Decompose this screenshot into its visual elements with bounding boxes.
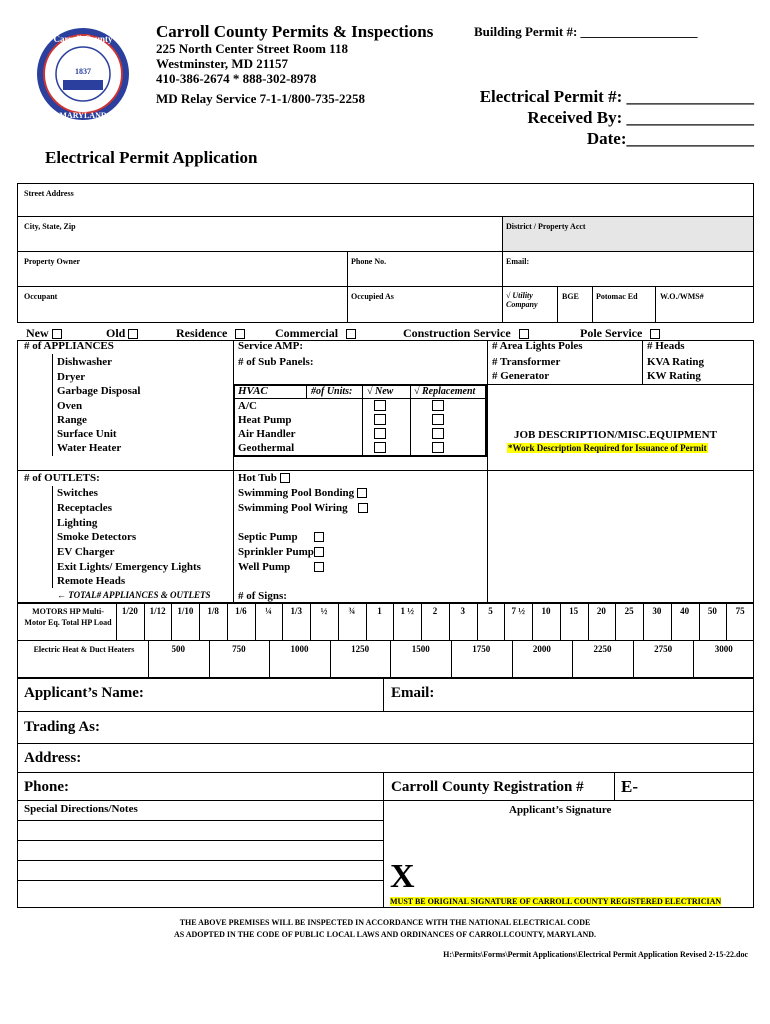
registration-label: Carroll County Registration # bbox=[391, 779, 584, 795]
heads: # Heads bbox=[647, 340, 685, 352]
service-amp: Service AMP: bbox=[238, 340, 304, 352]
area-lights: # Area Lights Poles bbox=[492, 340, 583, 352]
hvac-item: Heat Pump bbox=[238, 414, 292, 426]
street-label: Street Address bbox=[24, 189, 74, 198]
pool-wiring-checkbox[interactable] bbox=[358, 503, 368, 513]
svg-text:MARYLAND: MARYLAND bbox=[59, 111, 107, 120]
hp-value: 1/8 bbox=[207, 606, 219, 616]
pole-checkbox[interactable] bbox=[650, 329, 660, 339]
bge-label: BGE bbox=[562, 292, 579, 301]
new-checkbox-1[interactable] bbox=[374, 400, 386, 411]
footer-line-2: AS ADOPTED IN THE CODE OF PUBLIC LOCAL LAWS AND ORDINANCES OF CARROLLCOUNTY, MARYLAND. bbox=[173, 930, 597, 939]
e-label: E- bbox=[621, 777, 638, 796]
sprinkler-checkbox[interactable] bbox=[314, 547, 324, 557]
well-pump-checkbox[interactable] bbox=[314, 562, 324, 572]
replacement-checkbox-4[interactable] bbox=[432, 442, 444, 453]
commercial-checkbox[interactable] bbox=[346, 329, 356, 339]
misc-item: Swimming Pool Wiring bbox=[238, 502, 348, 514]
type-new: New bbox=[26, 326, 49, 340]
hp-value: 3 bbox=[460, 606, 465, 616]
misc-item: Septic Pump bbox=[238, 531, 298, 543]
hp-value: 1/12 bbox=[149, 606, 166, 616]
hp-value: 1/10 bbox=[177, 606, 194, 616]
applicant-grid bbox=[17, 678, 754, 908]
heat-value: 2000 bbox=[532, 644, 551, 654]
date-line: Date:_______________ bbox=[586, 129, 754, 148]
svg-text:Carroll County: Carroll County bbox=[53, 34, 113, 44]
outlet-item: Receptacles bbox=[57, 502, 112, 514]
hp-value: 40 bbox=[680, 606, 690, 616]
construction-checkbox[interactable] bbox=[519, 329, 529, 339]
heat-value: 3000 bbox=[714, 644, 733, 654]
job-title: JOB DESCRIPTION/MISC.EQUIPMENT bbox=[514, 429, 717, 441]
replacement-checkbox-1[interactable] bbox=[432, 400, 444, 411]
heat-value: 1750 bbox=[472, 644, 491, 654]
type-pole: Pole Service bbox=[580, 326, 643, 340]
owner-label: Property Owner bbox=[24, 257, 81, 266]
hp-value: 25 bbox=[624, 606, 634, 616]
hvac-item: Air Handler bbox=[238, 428, 296, 440]
heat-label: Electric Heat & Duct Heaters bbox=[33, 645, 135, 654]
hp-value: 1/3 bbox=[290, 606, 303, 616]
footer-line-1: THE ABOVE PREMISES WILL BE INSPECTED IN ACCORDANCE WITH THE NATIONAL ELECTRICAL CODE bbox=[179, 918, 591, 927]
outlet-item: Switches bbox=[57, 487, 98, 499]
sub-panels: # of Sub Panels: bbox=[238, 356, 314, 368]
hp-value: 20 bbox=[596, 606, 606, 616]
replacement-label: √ Replacement bbox=[414, 386, 476, 397]
total-label: ← TOTAL# APPLIANCES & OUTLETS bbox=[57, 590, 211, 600]
septic-checkbox[interactable] bbox=[314, 532, 324, 542]
transformer: # Transformer bbox=[492, 356, 561, 368]
heat-value: 1500 bbox=[411, 644, 430, 654]
outlet-item: Remote Heads bbox=[57, 575, 126, 587]
hp-value: 1/6 bbox=[235, 606, 247, 616]
type-construction: Construction Service bbox=[403, 326, 511, 340]
heat-value: 2750 bbox=[654, 644, 673, 654]
old-checkbox[interactable] bbox=[128, 329, 138, 339]
building-permit: Building Permit #: __________________ bbox=[474, 24, 698, 39]
heat-value: 2250 bbox=[593, 644, 612, 654]
form-title: Electrical Permit Application bbox=[45, 148, 258, 167]
city-label: City, State, Zip bbox=[24, 222, 76, 231]
hvac-item: A/C bbox=[238, 400, 257, 412]
signs-label: # of Signs: bbox=[238, 590, 287, 602]
svg-text:1837: 1837 bbox=[75, 67, 91, 76]
new-checkbox-2[interactable] bbox=[374, 414, 386, 425]
applicant-email-label: Email: bbox=[391, 685, 435, 701]
electrical-permit: Electrical Permit #: _______________ bbox=[479, 87, 754, 106]
new-checkbox-4[interactable] bbox=[374, 442, 386, 453]
notes-label: Special Directions/Notes bbox=[24, 803, 138, 815]
outlet-item: Exit Lights/ Emergency Lights bbox=[57, 561, 201, 573]
outlet-item: Lighting bbox=[57, 517, 98, 529]
hp-value: 30 bbox=[652, 606, 662, 616]
address-label: Address: bbox=[24, 750, 82, 766]
occupied-as-label: Occupied As bbox=[351, 292, 394, 301]
address-line-2: Westminster, MD 21157 bbox=[156, 56, 289, 71]
misc-item: Well Pump bbox=[238, 561, 291, 573]
org-name: Carroll County Permits & Inspections bbox=[156, 22, 434, 41]
hp-value: 1/20 bbox=[121, 606, 138, 616]
phone-line: 410-386-2674 * 888-302-8978 bbox=[156, 71, 317, 86]
appliance-item: Dishwasher bbox=[57, 356, 113, 368]
appliance-item: Surface Unit bbox=[57, 428, 117, 440]
appliances-head: # of APPLIANCES bbox=[24, 340, 114, 352]
units-label: #of Units: bbox=[311, 386, 353, 397]
hvac-label: HVAC bbox=[238, 385, 268, 397]
hp-value: 15 bbox=[569, 606, 579, 616]
hp-value: 7 ½ bbox=[511, 606, 525, 616]
must-sign-note: MUST BE ORIGINAL SIGNATURE OF CARROLL COUNTY REGISTERED ELECTRICIAN bbox=[390, 897, 722, 906]
appliance-item: Range bbox=[57, 414, 87, 426]
type-old: Old bbox=[106, 326, 126, 340]
heat-value: 1000 bbox=[290, 644, 309, 654]
new-checkbox-3[interactable] bbox=[374, 428, 386, 439]
district-label: District / Property Acct bbox=[506, 222, 586, 231]
property-grid bbox=[17, 183, 754, 323]
residence-checkbox[interactable] bbox=[235, 329, 245, 339]
heat-value: 1250 bbox=[351, 644, 370, 654]
appliance-item: Dryer bbox=[57, 371, 86, 383]
outlet-item: Smoke Detectors bbox=[57, 531, 137, 543]
appliance-item: Garbage Disposal bbox=[57, 385, 141, 397]
trading-as-label: Trading As: bbox=[24, 719, 100, 735]
address-line-1: 225 North Center Street Room 118 bbox=[156, 41, 348, 56]
applicant-name-label: Applicant’s Name: bbox=[24, 685, 144, 701]
appliance-item: Water Heater bbox=[57, 442, 122, 454]
pool-bonding-checkbox[interactable] bbox=[357, 488, 367, 498]
kva-rating: KVA Rating bbox=[647, 356, 704, 368]
motors-label: MOTORS HP Multi-Motor Eq. Total HP Load bbox=[24, 607, 112, 627]
hvac-item: Geothermal bbox=[238, 442, 295, 454]
hp-value: 1 bbox=[377, 606, 382, 616]
signature-label: Applicant’s Signature bbox=[509, 804, 612, 816]
wo-label: W.O./WMS# bbox=[660, 292, 704, 301]
hp-value: 2 bbox=[432, 606, 438, 616]
hp-value: 10 bbox=[541, 606, 551, 616]
county-seal bbox=[35, 20, 131, 128]
misc-item: Swimming Pool Bonding bbox=[238, 487, 355, 499]
signature-x: X bbox=[390, 858, 415, 895]
hp-value: 5 bbox=[488, 606, 493, 616]
replacement-checkbox-3[interactable] bbox=[432, 428, 444, 439]
appliance-item: Oven bbox=[57, 400, 83, 412]
relay-line: MD Relay Service 7-1-1/800-735-2258 bbox=[156, 91, 366, 106]
misc-item: Sprinkler Pump bbox=[238, 546, 314, 558]
job-note: *Work Description Required for Issuance of Permit bbox=[508, 443, 707, 453]
hp-value: ¾ bbox=[348, 606, 356, 616]
new-label: √ New bbox=[367, 386, 394, 397]
heat-value: 750 bbox=[232, 644, 246, 654]
outlets-head: # of OUTLETS: bbox=[24, 472, 100, 484]
phone-no-label: Phone No. bbox=[351, 257, 387, 266]
replacement-checkbox-2[interactable] bbox=[432, 414, 444, 425]
hot-tub-checkbox[interactable] bbox=[280, 473, 290, 483]
kw-rating: KW Rating bbox=[647, 370, 701, 382]
potomac-label: Potomac Ed bbox=[596, 292, 638, 301]
hp-value: ¼ bbox=[265, 606, 272, 616]
email-label: Email: bbox=[506, 257, 530, 266]
phone-label: Phone: bbox=[24, 779, 69, 795]
hp-value: ½ bbox=[320, 606, 328, 616]
file-path: H:\Permits\Forms\Permit Applications\Electrical Permit Application Revised 2-15-22.doc bbox=[443, 950, 748, 959]
utility-label: √ Utility Company bbox=[506, 291, 538, 309]
new-checkbox[interactable] bbox=[52, 329, 62, 339]
heat-value: 500 bbox=[171, 644, 186, 654]
type-residence: Residence bbox=[176, 326, 228, 340]
outlet-item: EV Charger bbox=[57, 546, 115, 558]
received-by: Received By: _______________ bbox=[527, 108, 754, 127]
hp-value: 50 bbox=[707, 606, 717, 616]
hp-value: 75 bbox=[735, 606, 745, 616]
type-commercial: Commercial bbox=[275, 326, 339, 340]
occupant-label: Occupant bbox=[24, 292, 58, 301]
misc-item: Hot Tub bbox=[238, 472, 277, 484]
generator: # Generator bbox=[492, 370, 550, 382]
hp-value: 1 ½ bbox=[400, 606, 414, 616]
